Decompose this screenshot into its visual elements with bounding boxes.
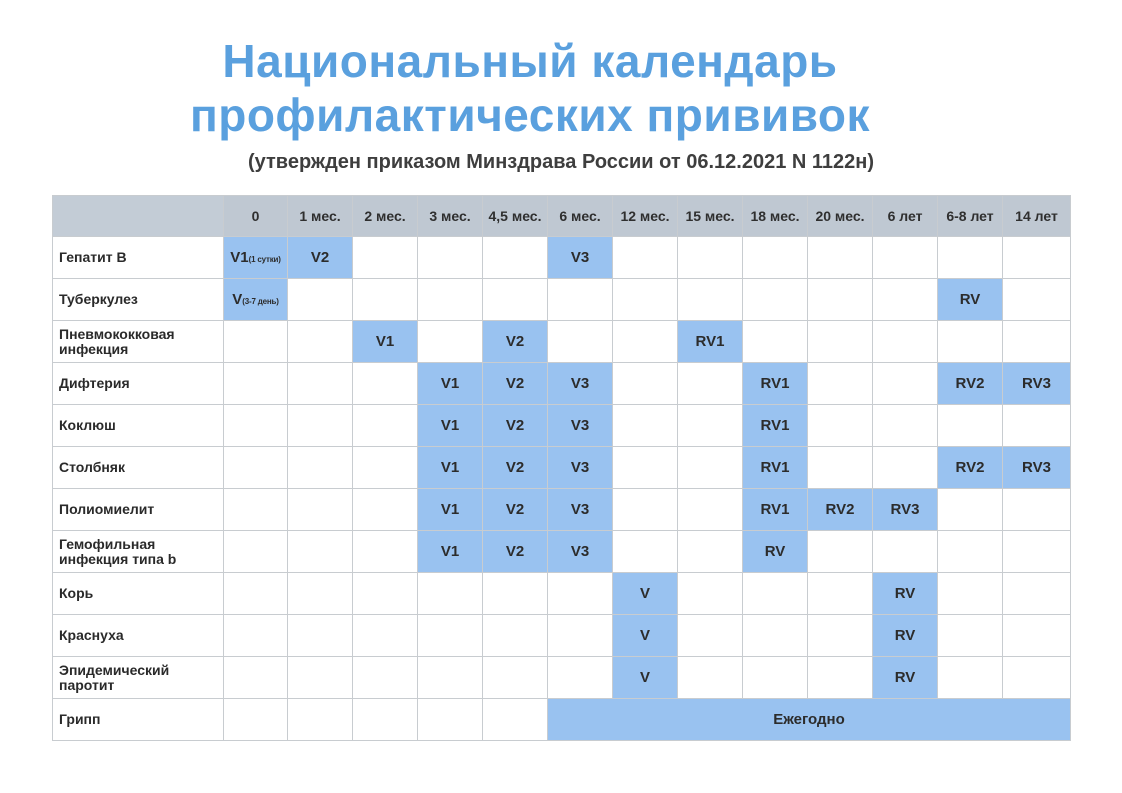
dose-label: RV3 <box>890 501 920 518</box>
dose-label: RV1 <box>695 333 725 350</box>
schedule-cell <box>353 699 418 741</box>
schedule-cell <box>353 363 418 405</box>
schedule-cell <box>1003 279 1071 321</box>
schedule-cell <box>938 489 1003 531</box>
dose-label: V <box>639 585 650 602</box>
column-header: 18 мес. <box>743 196 808 237</box>
dose-timing-note: (3-7 день) <box>242 297 279 306</box>
schedule-cell <box>548 279 613 321</box>
schedule-cell <box>678 279 743 321</box>
dose-label: V1 <box>440 459 460 476</box>
vaccination-dose-cell <box>548 531 613 573</box>
schedule-cell <box>353 615 418 657</box>
column-header: 2 мес. <box>353 196 418 237</box>
vaccination-dose-cell <box>548 447 613 489</box>
vaccination-dose-cell <box>483 363 548 405</box>
dose-label: RV1 <box>760 459 790 476</box>
schedule-cell <box>353 657 418 699</box>
schedule-cell <box>288 321 353 363</box>
table-row <box>53 237 1071 279</box>
schedule-cell <box>1003 573 1071 615</box>
disease-name: Столбняк <box>53 447 224 489</box>
column-header: 15 мес. <box>678 196 743 237</box>
annual-vaccination-cell: Ежегодно <box>548 699 1071 741</box>
dose-label: V <box>232 291 243 308</box>
vaccination-dose-cell <box>288 237 353 279</box>
disease-name: Грипп <box>53 699 224 741</box>
vaccination-dose-cell <box>938 363 1003 405</box>
dose-label: RV1 <box>760 501 790 518</box>
schedule-cell <box>1003 321 1071 363</box>
vaccination-dose-cell <box>483 405 548 447</box>
schedule-cell <box>938 237 1003 279</box>
vaccination-dose-cell <box>548 363 613 405</box>
schedule-cell <box>548 573 613 615</box>
schedule-cell <box>678 657 743 699</box>
dose-label: V1 <box>440 375 460 392</box>
dose-label: V2 <box>505 333 525 350</box>
table-row <box>53 573 1071 615</box>
schedule-cell <box>678 447 743 489</box>
table-body <box>53 237 1071 741</box>
table-row <box>53 405 1071 447</box>
schedule-cell <box>224 405 288 447</box>
dose-label: V1 <box>375 333 395 350</box>
dose-label: RV1 <box>760 375 790 392</box>
vaccination-schedule-table <box>52 195 1071 741</box>
schedule-cell <box>613 321 678 363</box>
schedule-cell <box>548 321 613 363</box>
schedule-cell <box>418 279 483 321</box>
schedule-cell <box>483 573 548 615</box>
dose-label: V1 <box>440 543 460 560</box>
dose-label: RV <box>894 669 916 686</box>
column-header: 0 <box>224 196 288 237</box>
disease-name: Краснуха <box>53 615 224 657</box>
table-row <box>53 657 1071 699</box>
schedule-cell <box>1003 615 1071 657</box>
schedule-cell <box>353 237 418 279</box>
schedule-cell <box>613 531 678 573</box>
schedule-cell <box>938 657 1003 699</box>
dose-label: V2 <box>505 501 525 518</box>
schedule-cell <box>938 321 1003 363</box>
schedule-cell <box>808 657 873 699</box>
dose-label: RV3 <box>1022 459 1051 476</box>
schedule-cell <box>288 447 353 489</box>
schedule-cell <box>483 699 548 741</box>
schedule-cell <box>483 279 548 321</box>
schedule-cell <box>808 531 873 573</box>
schedule-cell <box>353 489 418 531</box>
vaccination-dose-cell <box>1003 363 1071 405</box>
column-header: 3 мес. <box>418 196 483 237</box>
schedule-cell <box>678 531 743 573</box>
schedule-cell <box>613 279 678 321</box>
disease-name: Дифтерия <box>53 363 224 405</box>
schedule-cell <box>808 237 873 279</box>
dose-label: RV <box>764 543 786 560</box>
column-header: 20 мес. <box>808 196 873 237</box>
schedule-cell <box>743 237 808 279</box>
vaccination-dose-cell <box>418 489 483 531</box>
table-row <box>53 699 1071 741</box>
schedule-cell <box>224 531 288 573</box>
dose-label: RV2 <box>825 501 855 518</box>
schedule-cell <box>224 699 288 741</box>
table-row <box>53 531 1071 573</box>
schedule-cell <box>224 489 288 531</box>
schedule-cell <box>288 363 353 405</box>
disease-name: Полиомиелит <box>53 489 224 531</box>
schedule-cell <box>873 363 938 405</box>
schedule-cell <box>678 573 743 615</box>
schedule-cell <box>613 405 678 447</box>
schedule-cell <box>353 447 418 489</box>
column-header: 14 лет <box>1003 196 1071 237</box>
vaccination-dose-cell <box>743 447 808 489</box>
schedule-cell <box>418 237 483 279</box>
vaccination-dose-cell <box>548 405 613 447</box>
dose-label: V1 <box>230 249 249 266</box>
schedule-cell <box>288 279 353 321</box>
dose-label: V3 <box>570 417 590 434</box>
table-row <box>53 279 1071 321</box>
vaccination-dose-cell <box>1003 447 1071 489</box>
disease-name: Пневмококковая инфекция <box>53 321 224 363</box>
dose-label: V3 <box>570 543 590 560</box>
disease-name: Коклюш <box>53 405 224 447</box>
schedule-cell <box>873 447 938 489</box>
schedule-cell <box>808 615 873 657</box>
schedule-cell <box>353 573 418 615</box>
column-header: 6 мес. <box>548 196 613 237</box>
vaccination-dose-cell <box>353 321 418 363</box>
vaccination-dose-cell <box>938 279 1003 321</box>
dose-label: RV <box>894 627 916 644</box>
vaccination-dose-cell <box>418 531 483 573</box>
vaccination-dose-cell <box>743 489 808 531</box>
schedule-cell <box>224 615 288 657</box>
vaccination-dose-cell <box>873 489 938 531</box>
schedule-cell <box>938 405 1003 447</box>
vaccination-dose-cell <box>613 615 678 657</box>
schedule-cell <box>288 405 353 447</box>
disease-name: Гепатит B <box>53 237 224 279</box>
vaccination-dose-cell <box>873 657 938 699</box>
dose-label: V2 <box>505 417 525 434</box>
schedule-cell <box>418 657 483 699</box>
dose-label: V3 <box>570 249 590 266</box>
schedule-cell <box>353 531 418 573</box>
schedule-cell <box>483 657 548 699</box>
schedule-cell <box>938 531 1003 573</box>
vaccination-dose-cell <box>418 405 483 447</box>
schedule-cell <box>808 279 873 321</box>
schedule-cell <box>938 615 1003 657</box>
schedule-cell <box>483 237 548 279</box>
schedule-cell <box>678 363 743 405</box>
table-row <box>53 321 1071 363</box>
schedule-cell <box>678 405 743 447</box>
vaccination-dose-cell <box>873 615 938 657</box>
schedule-cell <box>288 615 353 657</box>
dose-label: RV <box>959 291 981 308</box>
schedule-cell <box>873 405 938 447</box>
schedule-cell <box>224 657 288 699</box>
schedule-cell <box>224 321 288 363</box>
schedule-cell <box>353 405 418 447</box>
table-row <box>53 615 1071 657</box>
schedule-cell <box>418 321 483 363</box>
schedule-cell <box>548 657 613 699</box>
vaccination-dose-cell <box>483 531 548 573</box>
column-header: 4,5 мес. <box>483 196 548 237</box>
vaccination-dose-cell <box>613 657 678 699</box>
schedule-cell <box>288 531 353 573</box>
vaccination-dose-cell <box>808 489 873 531</box>
schedule-cell <box>288 657 353 699</box>
schedule-cell <box>1003 657 1071 699</box>
schedule-cell <box>873 531 938 573</box>
schedule-cell <box>224 573 288 615</box>
schedule-cell <box>808 447 873 489</box>
vaccination-dose-cell <box>743 531 808 573</box>
schedule-cell <box>743 321 808 363</box>
schedule-cell <box>1003 489 1071 531</box>
vaccination-dose-cell <box>743 405 808 447</box>
schedule-cell <box>678 489 743 531</box>
dose-label: V3 <box>570 501 590 518</box>
schedule-cell <box>938 573 1003 615</box>
dose-label: RV2 <box>955 375 985 392</box>
disease-name: Туберкулез <box>53 279 224 321</box>
vaccination-dose-cell <box>483 321 548 363</box>
dose-label: V3 <box>570 459 590 476</box>
schedule-cell <box>678 615 743 657</box>
vaccination-dose-cell <box>548 489 613 531</box>
dose-label: V2 <box>505 459 525 476</box>
dose-timing-note: (1 сутки) <box>248 255 281 264</box>
schedule-cell <box>288 573 353 615</box>
schedule-cell <box>548 615 613 657</box>
column-header: 6-8 лет <box>938 196 1003 237</box>
schedule-cell <box>613 489 678 531</box>
schedule-cell <box>418 699 483 741</box>
vaccination-dose-cell <box>483 489 548 531</box>
schedule-cell <box>1003 237 1071 279</box>
schedule-cell <box>808 573 873 615</box>
schedule-cell <box>1003 531 1071 573</box>
schedule-cell <box>808 321 873 363</box>
header-row <box>53 196 1071 237</box>
schedule-cell <box>743 573 808 615</box>
header-corner <box>53 196 224 237</box>
schedule-cell <box>288 699 353 741</box>
schedule-cell <box>483 615 548 657</box>
schedule-cell <box>224 447 288 489</box>
vaccination-dose-cell <box>224 237 288 279</box>
schedule-cell <box>743 615 808 657</box>
schedule-cell <box>873 321 938 363</box>
schedule-cell <box>613 363 678 405</box>
schedule-cell <box>418 615 483 657</box>
schedule-cell <box>743 657 808 699</box>
dose-label: V <box>639 627 650 644</box>
schedule-cell <box>808 405 873 447</box>
dose-label: V2 <box>505 375 525 392</box>
column-header: 12 мес. <box>613 196 678 237</box>
vaccination-dose-cell <box>548 237 613 279</box>
dose-label: V1 <box>440 417 460 434</box>
vaccination-dose-cell <box>224 279 288 321</box>
vaccination-dose-cell <box>678 321 743 363</box>
schedule-cell <box>808 363 873 405</box>
disease-name: Корь <box>53 573 224 615</box>
disease-name: Эпидемический паротит <box>53 657 224 699</box>
schedule-cell <box>353 279 418 321</box>
disease-name: Гемофильная инфекция типа b <box>53 531 224 573</box>
dose-label: V3 <box>570 375 590 392</box>
table-row <box>53 489 1071 531</box>
vaccination-dose-cell <box>743 363 808 405</box>
dose-label: RV <box>894 585 916 602</box>
vaccination-dose-cell <box>613 573 678 615</box>
table-row <box>53 363 1071 405</box>
schedule-cell <box>873 279 938 321</box>
vaccination-dose-cell <box>418 363 483 405</box>
dose-label: V1 <box>440 501 460 518</box>
column-header: 6 лет <box>873 196 938 237</box>
vaccination-dose-cell <box>483 447 548 489</box>
column-header: 1 мес. <box>288 196 353 237</box>
schedule-cell <box>224 363 288 405</box>
dose-label: V2 <box>310 249 330 266</box>
schedule-cell <box>613 237 678 279</box>
schedule-cell <box>418 573 483 615</box>
page-title-line-1: Национальный календарь <box>222 35 838 87</box>
schedule-cell <box>678 237 743 279</box>
dose-label: RV1 <box>760 417 790 434</box>
vaccination-dose-cell <box>873 573 938 615</box>
table-row <box>53 447 1071 489</box>
schedule-cell <box>743 279 808 321</box>
schedule-cell <box>1003 405 1071 447</box>
dose-label: V2 <box>505 543 525 560</box>
schedule-cell <box>873 237 938 279</box>
vaccination-dose-cell <box>418 447 483 489</box>
dose-label: RV3 <box>1022 375 1051 392</box>
vaccination-dose-cell <box>938 447 1003 489</box>
page-subtitle: (утвержден приказом Минздрава России от 06.12.2021 N 1122н) <box>247 151 875 173</box>
page-title-line-2: профилактических прививок <box>189 89 871 141</box>
dose-label: V <box>639 669 650 686</box>
schedule-cell <box>288 489 353 531</box>
dose-label: RV2 <box>955 459 985 476</box>
schedule-cell <box>613 447 678 489</box>
